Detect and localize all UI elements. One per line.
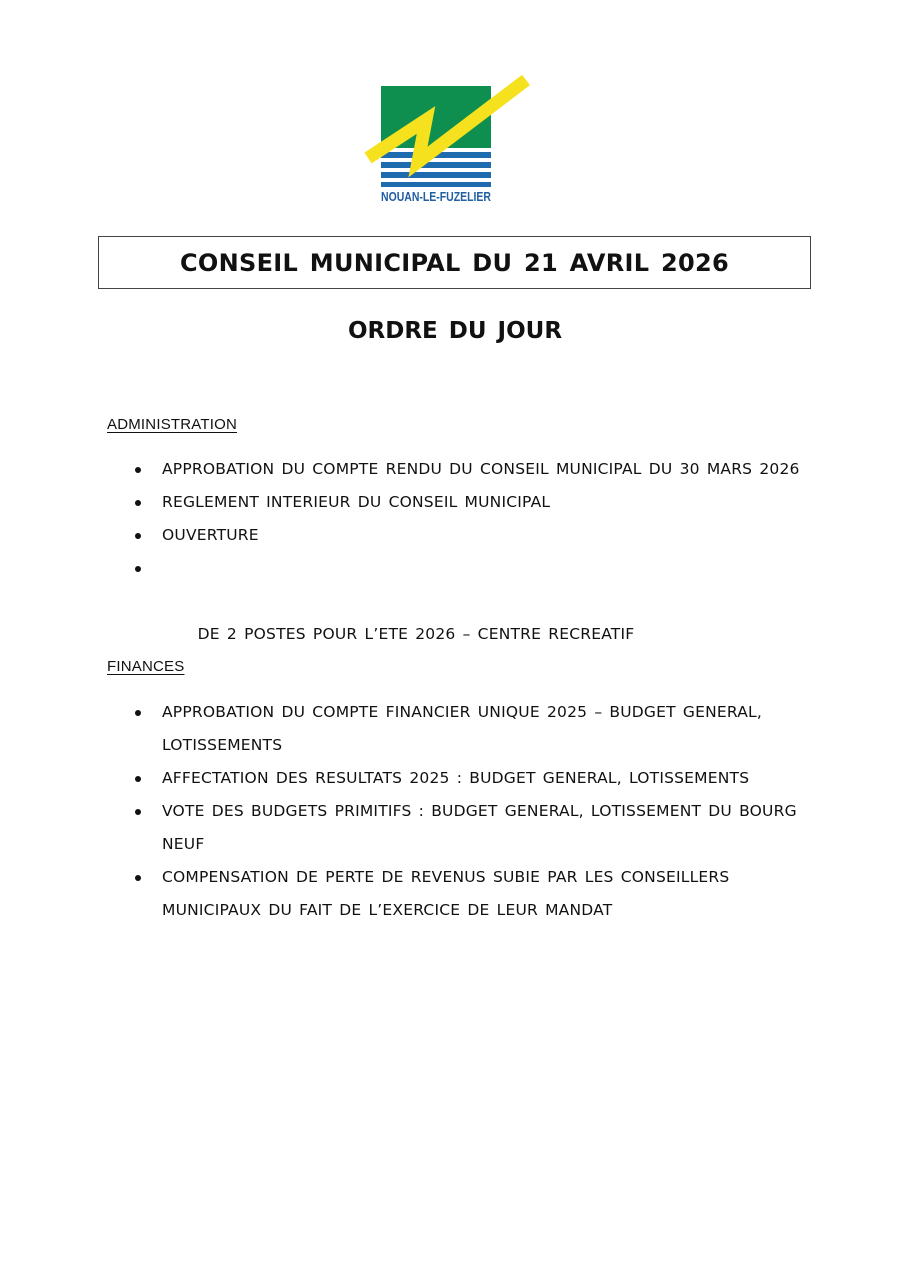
logo-wave-2	[381, 162, 491, 168]
bullet-icon	[135, 533, 141, 539]
list-item	[131, 861, 821, 927]
municipality-logo	[360, 72, 535, 207]
page-title: CONSEIL MUNICIPAL DU 21 AVRIL 2026	[180, 248, 729, 277]
list-item	[131, 795, 821, 861]
list-item-text: REGLEMENT INTERIEUR DU CONSEIL MUNICIPAL	[162, 493, 551, 511]
logo-graphic	[360, 72, 535, 207]
list-item	[131, 696, 821, 762]
agenda-heading: ORDRE DU JOUR	[347, 318, 563, 344]
bullet-icon	[135, 776, 141, 782]
list-item-text: COMPENSATION DE PERTE DE REVENUS SUBIE PAR LES CONSEILLERS MUNICIPAUX DU FAIT DE L’EXERCICE DE LEUR MANDAT	[162, 868, 730, 919]
list-item-text: APPROBATION DU COMPTE RENDU DU CONSEIL MUNICIPAL DU 30 MARS 2026	[162, 460, 800, 478]
list-item-text: AFFECTATION DES RESULTATS 2025 : BUDGET GENERAL, LOTISSEMENTS	[162, 769, 750, 787]
list-item-text: APPROBATION DU COMPTE FINANCIER UNIQUE 2025 – BUDGET GENERAL, LOTISSEMENTS	[162, 703, 763, 754]
administration-list	[131, 453, 821, 684]
list-item	[131, 552, 821, 684]
logo-wave-3	[381, 172, 491, 178]
section-title-administration: ADMINISTRATION	[107, 416, 238, 433]
list-item	[131, 519, 821, 552]
bullet-icon	[135, 809, 141, 815]
list-item	[131, 486, 821, 519]
list-item	[131, 453, 821, 486]
bullet-icon	[135, 500, 141, 506]
title-box	[98, 236, 811, 289]
logo-text: NOUAN-LE-FUZELIER	[381, 190, 491, 204]
bullet-icon	[135, 467, 141, 473]
bullet-icon	[135, 566, 141, 572]
section-title-finances: FINANCES	[107, 658, 185, 675]
bullet-icon	[135, 710, 141, 716]
logo-wave-4	[381, 182, 491, 187]
list-item-text: DE 2 POSTES POUR L’ETE 2026 – CENTRE RECREATIF	[190, 625, 635, 643]
bullet-icon	[135, 875, 141, 881]
list-item-text: OUVERTURE	[162, 526, 259, 544]
list-item	[131, 762, 821, 795]
finances-list	[131, 696, 821, 927]
list-item-text: VOTE DES BUDGETS PRIMITIFS : BUDGET GENERAL, LOTISSEMENT DU BOURG NEUF	[162, 802, 797, 853]
